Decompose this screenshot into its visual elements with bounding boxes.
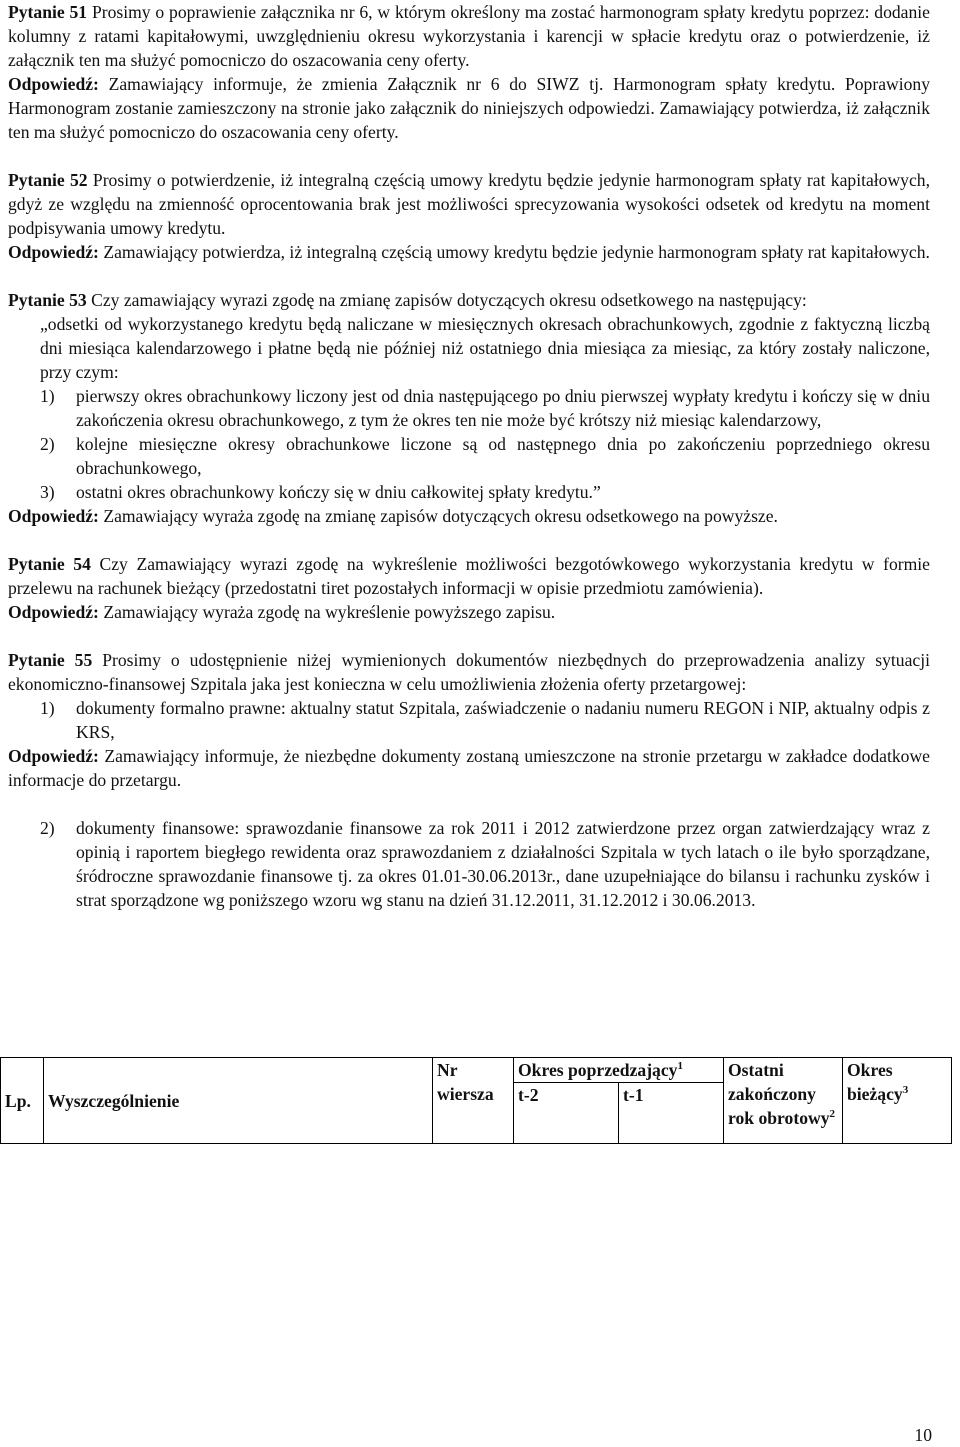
answer-55 <box>8 744 930 792</box>
answer-label: Odpowiedź: <box>8 602 99 622</box>
answer-body: Zamawiający informuje, że niezbędne dokumenty zostaną umieszczone na stronie przetargu w zakładce dodatkowe informacje do przetargu. <box>8 746 930 790</box>
answer-54 <box>8 600 930 624</box>
answer-label: Odpowiedź: <box>8 74 99 94</box>
answer-body: Zamawiający potwierdza, iż integralną częścią umowy kredytu będzie jedynie harmonogram spłaty rat kapitałowych. <box>98 242 930 262</box>
question-51 <box>8 0 930 144</box>
question-53-quote: „odsetki od wykorzystanego kredytu będą naliczane w miesięcznych okresach obrachunkowych, zgodnie z faktyczną liczbą dni miesiąca kalendarzowego i płatne będą nie później niż ostatniego dnia miesiąca za miesiąc, za który zostały naliczone, przy czym: <box>40 314 930 382</box>
question-53 <box>8 288 930 528</box>
footnote-ref: 1 <box>677 1060 683 1073</box>
document-page <box>8 0 930 912</box>
header-nr-wiersza: Nr wiersza <box>433 1058 514 1144</box>
financial-data-table <box>0 1057 952 1144</box>
list-item-text: pierwszy okres obrachunkowy liczony jest od dnia następującego po dniu pierwszej wypłaty kredytu i kończy się w dniu zakończenia okresu obrachunkowego, z tym że okres ten nie może być krótszy niż miesiąc kalendarzowy, <box>76 386 930 430</box>
list-item <box>8 696 930 744</box>
header-ostatni-rok <box>724 1058 843 1144</box>
question-body: Czy Zamawiający wyrazi zgodę na wykreślenie możliwości bezgotówkowego wykorzystania kredytu w formie przelewu na rachunek bieżący (przedostatni tiret pozostałych informacji w opisie przedmiotu zamówienia). <box>8 554 930 598</box>
question-54-text <box>8 552 930 600</box>
question-55 <box>8 648 930 792</box>
answer-label: Odpowiedź: <box>8 746 99 766</box>
question-label: Pytanie 52 <box>8 170 88 190</box>
question-54 <box>8 552 930 624</box>
question-body: Prosimy o potwierdzenie, iż integralną częścią umowy kredytu będzie jedynie harmonogram spłaty rat kapitałowych, gdyż ze względu na zmienność oprocentowania brak jest możliwości sprecyzowania wysokości odsetek od kredytu na moment podpisywania umowy kredytu. <box>8 170 930 238</box>
question-body: Prosimy o poprawienie załącznika nr 6, w którym określony ma zostać harmonogram spłaty kredytu poprzez: dodanie kolumny z ratami kapitałowymi, uwzględnieniu okresu wykorzystania i karencji w spłacie kredytu oraz o potwierdzenie, iż załącznik ten ma służyć pomocniczo do oszacowania ceny oferty. <box>8 2 930 70</box>
question-52-text <box>8 168 930 240</box>
list-item-text: dokumenty formalno prawne: aktualny statut Szpitala, zaświadczenie o nadaniu numeru REGON i NIP, aktualny odpis z KRS, <box>76 698 930 742</box>
footnote-ref: 2 <box>829 1108 835 1121</box>
header-t2: t-2 <box>514 1083 619 1144</box>
list-item-number: 1) <box>40 386 55 406</box>
answer-53 <box>8 504 930 528</box>
question-55-text <box>8 648 930 696</box>
question-body: Czy zamawiający wyrazi zgodę na zmianę zapisów dotyczących okresu odsetkowego na następujący: <box>86 290 807 310</box>
question-51-text <box>8 0 930 72</box>
header-lp: Lp. <box>1 1058 44 1144</box>
header-text: Okres bieżący <box>847 1060 903 1104</box>
header-t1: t-1 <box>619 1083 724 1144</box>
list-item <box>8 480 930 504</box>
header-wyszczegolnienie: Wyszczególnienie <box>44 1058 433 1144</box>
question-52 <box>8 168 930 264</box>
header-okres-poprzedzajacy <box>514 1058 724 1083</box>
list-item-number: 2) <box>40 434 55 454</box>
table-header-row <box>1 1058 952 1083</box>
list-item <box>8 432 930 480</box>
question-body: Prosimy o udostępnienie niżej wymienionych dokumentów niezbędnych do przeprowadzenia analizy sytuacji ekonomiczno-finansowej Szpitala jaka jest konieczna w celu umożliwienia złożenia oferty przetargowej: <box>8 650 930 694</box>
answer-label: Odpowiedź: <box>8 506 99 526</box>
question-53-text <box>8 288 930 312</box>
header-okres-biezacy <box>843 1058 952 1144</box>
question-label: Pytanie 53 <box>8 290 87 310</box>
header-text: Ostatni zakończony rok obrotowy <box>728 1060 830 1128</box>
question-label: Pytanie 54 <box>8 554 91 574</box>
question-55-list-1 <box>8 696 930 744</box>
answer-label: Odpowiedź: <box>8 242 99 262</box>
list-item-text: kolejne miesięczne okresy obrachunkowe liczone są od następnego dnia po zakończeniu poprzedniego okresu obrachunkowego, <box>76 434 930 478</box>
list-item-number: 2) <box>40 818 55 838</box>
question-53-list <box>8 384 930 504</box>
list-item-number: 3) <box>40 482 55 502</box>
list-item <box>8 816 930 912</box>
question-label: Pytanie 55 <box>8 650 93 670</box>
page-number: 10 <box>914 1425 932 1445</box>
answer-body: Zamawiający wyraża zgodę na zmianę zapisów dotyczących okresu odsetkowego na powyższe. <box>98 506 778 526</box>
answer-51 <box>8 72 930 144</box>
list-item-number: 1) <box>40 698 55 718</box>
list-item-text: ostatni okres obrachunkowy kończy się w dniu całkowitej spłaty kredytu.” <box>76 482 601 502</box>
answer-body: Zamawiający wyraża zgodę na wykreślenie powyższego zapisu. <box>98 602 556 622</box>
question-55-list-2 <box>8 816 930 912</box>
header-text: Okres poprzedzający <box>518 1060 678 1080</box>
answer-body: Zamawiający informuje, że zmienia Załącznik nr 6 do SIWZ tj. Harmonogram spłaty kredytu. Poprawiony Harmonogram zostanie zamieszczony na stronie jako załącznik do niniejszych odpowiedzi. Zamawiający potwierdza, iż załącznik ten ma służyć pomocniczo do oszacowania ceny oferty. <box>8 74 930 142</box>
answer-52 <box>8 240 930 264</box>
list-item-text: dokumenty finansowe: sprawozdanie finansowe za rok 2011 i 2012 zatwierdzone przez organ zatwierdzający wraz z opinią i raportem biegłego rewidenta oraz sprawozdaniem z działalności Szpitala w tych latach o ile było sporządzane, śródroczne sprawozdanie finansowe tj. za okres 01.01-30.06.2013r., dane uzupełniające do bilansu i rachunku zysków i strat sporządzone wg poniższego wzoru wg stanu na dzień 31.12.2011, 31.12.2012 i 30.06.2013. <box>76 818 930 910</box>
footnote-ref: 3 <box>902 1084 909 1097</box>
question-label: Pytanie 51 <box>8 2 88 22</box>
list-item <box>8 384 930 432</box>
